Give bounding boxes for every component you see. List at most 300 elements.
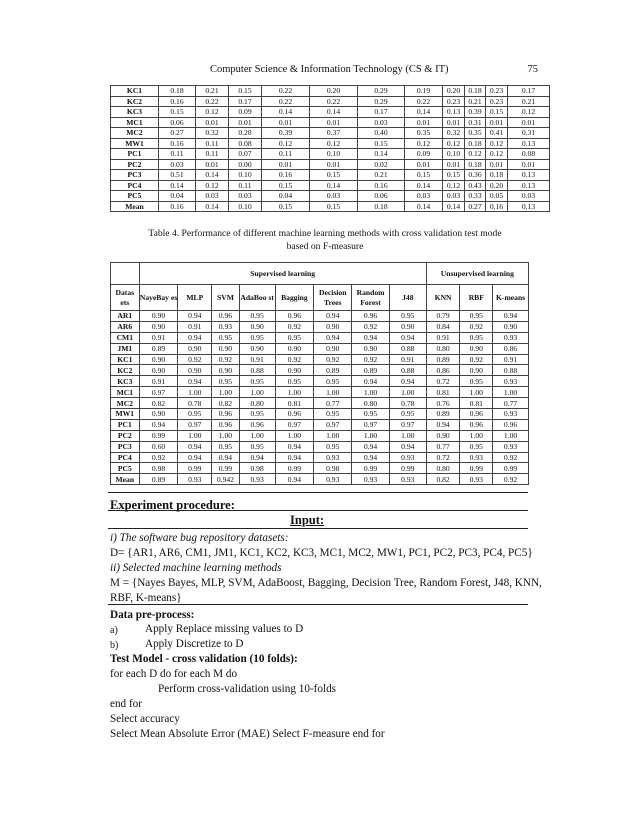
table-cell: 0.88: [493, 365, 529, 376]
step-b: Apply Discretize to D: [145, 638, 244, 650]
table-cell: 0.13: [443, 107, 465, 118]
row-label: KC2: [111, 96, 159, 107]
table-cell: 0.91: [139, 332, 178, 343]
table-cell: 0.28: [229, 128, 262, 139]
table-cell: 0.80: [239, 398, 275, 409]
table-cell: 0.90: [352, 343, 390, 354]
table-row: [111, 398, 529, 409]
table-cell: 0.96: [493, 419, 529, 430]
table-cell: 0.13: [508, 201, 550, 212]
table-cell: 0.93: [493, 376, 529, 387]
table-cell: 0.13: [508, 180, 550, 191]
table-cell: 0.31: [465, 117, 486, 128]
table-cell: 0.35: [465, 128, 486, 139]
table-cell: 0.97: [352, 419, 390, 430]
table-cell: 0.18: [465, 159, 486, 170]
row-label: KC1: [111, 86, 159, 97]
table-cell: 0.27: [465, 201, 486, 212]
row-label: AR6: [111, 321, 140, 332]
table-cell: 0.01: [443, 117, 465, 128]
table-cell: 0.90: [493, 321, 529, 332]
table-cell: 0.94: [314, 311, 352, 322]
table-cell: 0.03: [310, 191, 358, 202]
row-label: MW1: [111, 409, 140, 420]
table-cell: 1.00: [389, 387, 426, 398]
table-cell: 0.93: [493, 409, 529, 420]
table-cell: 0.07: [229, 149, 262, 160]
table-cell: 0.94: [178, 311, 212, 322]
row-label: PC2: [111, 159, 159, 170]
table-cell: 0.60: [139, 441, 178, 452]
table-cell: 0.90: [314, 343, 352, 354]
table-cell: 0.15: [262, 180, 310, 191]
table-cell: 0.94: [314, 332, 352, 343]
table-cell: 1.00: [493, 387, 529, 398]
table-cell: 0.03: [159, 159, 196, 170]
table-cell: 0.93: [352, 474, 390, 485]
table-cell: 0.90: [314, 321, 352, 332]
table-cell: 0.20: [486, 180, 508, 191]
table-cell: 0.12: [405, 138, 443, 149]
table-cell: 0.95: [212, 441, 240, 452]
table-cell: 0.11: [196, 149, 229, 160]
table-cell: 0.01: [196, 159, 229, 170]
table-cell: 0.94: [352, 441, 390, 452]
test-model-title: Test Model - cross validation (10 folds):: [110, 653, 298, 665]
table-cell: 0.20: [310, 86, 358, 97]
section-rule: [108, 604, 528, 605]
table-cell: 0.15: [405, 170, 443, 181]
table-cell: 0.90: [139, 321, 178, 332]
table-cell: 0.95: [314, 441, 352, 452]
table-cell: 0.95: [178, 409, 212, 420]
table-cell: 0.14: [358, 149, 405, 160]
table-row: [111, 430, 529, 441]
row-label: PC3: [111, 441, 140, 452]
table-cell: 0.97: [389, 419, 426, 430]
table-cell: 0.17: [358, 107, 405, 118]
table-cell: 0.14: [405, 107, 443, 118]
table-cell: 0.01: [405, 159, 443, 170]
section-rule: [108, 528, 528, 529]
table-cell: 0.92: [212, 354, 240, 365]
table-cell: 0.94: [275, 452, 314, 463]
table-cell: 0.90: [460, 365, 493, 376]
table-cell: 0.16: [262, 170, 310, 181]
table-cell: 0.81: [275, 398, 314, 409]
table-cell: 0.03: [358, 117, 405, 128]
table-cell: 0.90: [389, 321, 426, 332]
table-cell: 0.37: [310, 128, 358, 139]
row-label: MC1: [111, 117, 159, 128]
table-cell: 0.22: [262, 86, 310, 97]
loop-line: for each D do for each M do: [110, 668, 238, 680]
table-cell: 0.93: [389, 474, 426, 485]
table-cell: 0.03: [405, 191, 443, 202]
table-cell: 0.93: [493, 441, 529, 452]
table-cell: 0.95: [460, 376, 493, 387]
table-cell: 0.94: [178, 452, 212, 463]
table-cell: 0.90: [178, 365, 212, 376]
table-cell: 0.89: [426, 409, 460, 420]
row-label: KC3: [111, 107, 159, 118]
table-cell: 0.94: [178, 332, 212, 343]
table-cell: 0.90: [426, 430, 460, 441]
table-cell: 0.93: [389, 452, 426, 463]
row-label: PC4: [111, 452, 140, 463]
row-label: PC3: [111, 170, 159, 181]
table-cell: 0.92: [352, 321, 390, 332]
table-cell: 0.36: [465, 170, 486, 181]
table-row: [111, 159, 550, 170]
table-cell: 0.76: [426, 398, 460, 409]
table-cell: 0.03: [196, 191, 229, 202]
step-a-label: a): [110, 625, 118, 636]
table-cell: 0.12: [443, 138, 465, 149]
table-cell: 0.12: [262, 138, 310, 149]
table-cell: 0.51: [159, 170, 196, 181]
table-cell: 0.29: [358, 96, 405, 107]
table-cell: 0.10: [229, 170, 262, 181]
table-cell: 0.96: [212, 419, 240, 430]
table-cell: 0.96: [275, 409, 314, 420]
section-rule: [108, 492, 528, 493]
table-cell: 0.93: [178, 474, 212, 485]
table-row: [111, 332, 529, 343]
group-header-unsupervised: Unsupervised learning: [426, 263, 528, 285]
table-cell: 0.94: [275, 474, 314, 485]
table-cell: 0.21: [508, 96, 550, 107]
table-cell: 0.95: [460, 332, 493, 343]
methods-heading: ii) Selected machine learning methods: [110, 562, 282, 574]
table-cell: 0.40: [358, 128, 405, 139]
table-cell: 0.16: [358, 180, 405, 191]
table-cell: 1.00: [314, 387, 352, 398]
table-cell: 0.15: [229, 86, 262, 97]
table-cell: 0.23: [486, 96, 508, 107]
table-cell: 0.17: [229, 96, 262, 107]
table-cell: 0.08: [508, 149, 550, 160]
table-cell: 0.14: [262, 107, 310, 118]
table-cell: 0.12: [443, 180, 465, 191]
section-rule: [108, 510, 528, 511]
table-cell: 0.90: [212, 365, 240, 376]
table-row: [111, 311, 529, 322]
perform-line: Perform cross-validation using 10-folds: [158, 683, 337, 695]
table-row: [111, 343, 529, 354]
table-cell: 0.91: [493, 354, 529, 365]
column-header: Random Forest: [352, 285, 390, 311]
table-cell: 0.86: [493, 343, 529, 354]
table-cell: 0.14: [443, 201, 465, 212]
table-cell: 0.90: [139, 365, 178, 376]
table-cell: 0.15: [443, 170, 465, 181]
table-cell: 0.23: [486, 86, 508, 97]
table-row: [111, 474, 529, 485]
table-cell: 0.15: [310, 201, 358, 212]
table-cell: 0.14: [405, 180, 443, 191]
table-row: [111, 107, 550, 118]
row-label: AR1: [111, 311, 140, 322]
table-cell: 0.82: [426, 474, 460, 485]
table-cell: 0.01: [486, 159, 508, 170]
table-cell: 0.15: [159, 107, 196, 118]
table-cell: 0.01: [229, 117, 262, 128]
table-cell: 0.10: [229, 201, 262, 212]
row-label: MC2: [111, 128, 159, 139]
table-cell: 0.21: [358, 170, 405, 181]
table-cell: 0.93: [460, 452, 493, 463]
table-cell: 0.72: [426, 452, 460, 463]
table-cell: 0.99: [275, 463, 314, 474]
table-row: [111, 419, 529, 430]
table-cell: 0.90: [139, 409, 178, 420]
table-cell: 0.35: [405, 128, 443, 139]
table-cell: 0.11: [262, 149, 310, 160]
select-accuracy-line: Select accuracy: [110, 713, 180, 725]
table-cell: 0.14: [159, 180, 196, 191]
table-cell: 0.93: [314, 452, 352, 463]
table-cell: 0.92: [493, 452, 529, 463]
row-label: Mean: [111, 201, 159, 212]
table-cell: 0.22: [262, 96, 310, 107]
table-cell: 0.95: [239, 332, 275, 343]
table-cell: 0.03: [508, 191, 550, 202]
table-cell: 0.01: [196, 117, 229, 128]
column-header: NayeBay es: [139, 285, 178, 311]
input-title: Input:: [290, 513, 325, 527]
table-cell: 0.92: [275, 354, 314, 365]
table-cell: 0.77: [493, 398, 529, 409]
table-cell: 0.20: [443, 86, 465, 97]
table-cell: 0.14: [405, 201, 443, 212]
table-cell: 1.00: [389, 430, 426, 441]
table-cell: 0.88: [239, 365, 275, 376]
table-cell: 0.23: [443, 96, 465, 107]
table-cell: 0.96: [352, 311, 390, 322]
table-cell: 0.77: [426, 441, 460, 452]
table-cell: 0.11: [229, 180, 262, 191]
table-cell: 0.91: [426, 332, 460, 343]
table-cell: 0.94: [389, 376, 426, 387]
table-cell: 0.17: [508, 86, 550, 97]
table-cell: 0.09: [405, 149, 443, 160]
datasets-list: D= {AR1, AR6, CM1, JM1, KC1, KC2, KC3, MC1, MC2, MW1, PC1, PC2, PC3, PC4, PC5}: [110, 547, 533, 559]
table-cell: 0.12: [486, 149, 508, 160]
row-label: PC2: [111, 430, 140, 441]
table-cell: 0.92: [139, 452, 178, 463]
table-row: [111, 117, 550, 128]
column-header: Datas ets: [111, 285, 140, 311]
row-label: PC1: [111, 419, 140, 430]
table-cell: 0.96: [460, 409, 493, 420]
row-label: KC3: [111, 376, 140, 387]
table-cell: 0.90: [275, 343, 314, 354]
table-cell: 0.95: [314, 376, 352, 387]
table-cell: 0.12: [465, 149, 486, 160]
table-cell: 0.97: [139, 387, 178, 398]
table-cell: 0.90: [460, 343, 493, 354]
table-cell: 0.12: [486, 138, 508, 149]
experiment-procedure-title: Experiment procedure:: [110, 498, 235, 512]
table-cell: 0.01: [405, 117, 443, 128]
table-cell: 0.96: [460, 419, 493, 430]
table-cell: 0.95: [239, 376, 275, 387]
table-cell: 0.95: [352, 409, 390, 420]
table-cell: 0.03: [229, 191, 262, 202]
column-header: J48: [389, 285, 426, 311]
table-row: [111, 170, 550, 181]
table-cell: 0.82: [212, 398, 240, 409]
table-row: [111, 191, 550, 202]
table-cell: 0.03: [443, 191, 465, 202]
table-cell: 0.15: [358, 138, 405, 149]
table-row: [111, 452, 529, 463]
table-cell: 0.39: [465, 107, 486, 118]
table-cell: 0.96: [275, 311, 314, 322]
table-cell: 0.21: [465, 96, 486, 107]
table-cell: 0.89: [139, 474, 178, 485]
group-header-supervised: Supervised learning: [139, 263, 426, 285]
row-label: MC1: [111, 387, 140, 398]
table-cell: 1.00: [212, 430, 240, 441]
page-number: 75: [527, 64, 538, 75]
table-cell: 1.00: [239, 430, 275, 441]
table-cell: 0.97: [314, 419, 352, 430]
table-cell: 1.00: [239, 387, 275, 398]
table-cell: 0.79: [426, 311, 460, 322]
table-cell: 0.13: [508, 170, 550, 181]
table-top-continuation: [110, 85, 550, 212]
table-cell: 0.99: [212, 463, 240, 474]
table-cell: 0.95: [389, 409, 426, 420]
table4-caption: Table 4. Performance of different machine learning methods with cross validation test mode based on F-measure: [148, 228, 502, 252]
table-cell: 0.94: [239, 452, 275, 463]
table-cell: 0.97: [178, 419, 212, 430]
table-cell: 0.98: [314, 463, 352, 474]
table-cell: 1.00: [460, 430, 493, 441]
table-cell: 1.00: [493, 430, 529, 441]
table-cell: 0.92: [460, 354, 493, 365]
table-cell: 0.10: [443, 149, 465, 160]
table-cell: 0.43: [465, 180, 486, 191]
table-row: [111, 128, 550, 139]
column-header: K-means: [493, 285, 529, 311]
table-cell: 0.78: [389, 398, 426, 409]
table-cell: 0.98: [239, 463, 275, 474]
table-cell: 0.93: [212, 321, 240, 332]
table-cell: 0.01: [262, 117, 310, 128]
table-cell: 0.02: [358, 159, 405, 170]
table-cell: 0.98: [139, 463, 178, 474]
table-cell: 0.94: [352, 332, 390, 343]
table-row: [111, 354, 529, 365]
table-cell: 0.92: [460, 321, 493, 332]
table-cell: 0.33: [465, 191, 486, 202]
table-cell: 0.92: [275, 321, 314, 332]
table-cell: 0.99: [493, 463, 529, 474]
table-cell: 0.94: [139, 419, 178, 430]
table-cell: 0.01: [262, 159, 310, 170]
table-cell: 1.00: [314, 430, 352, 441]
row-label: MW1: [111, 138, 159, 149]
table-cell: 0.18: [465, 86, 486, 97]
table-cell: 1.00: [212, 387, 240, 398]
table-cell: 0.94: [426, 419, 460, 430]
column-header: RBF: [460, 285, 493, 311]
methods-list-line1: M = {Nayes Bayes, MLP, SVM, AdaBoost, Bagging, Decision Tree, Random Forest, J48, KNN,: [110, 577, 542, 589]
table-cell: 0.04: [159, 191, 196, 202]
datasets-heading: i) The software bug repository datasets:: [110, 532, 289, 544]
table-cell: 1.00: [352, 387, 390, 398]
column-header: KNN: [426, 285, 460, 311]
methods-list-line2: RBF, K-means}: [110, 592, 182, 604]
table-cell: 0.95: [212, 376, 240, 387]
table-cell: 0.99: [178, 463, 212, 474]
table-cell: 0.99: [139, 430, 178, 441]
column-header: AdaBoo st: [239, 285, 275, 311]
table-cell: 0.86: [426, 365, 460, 376]
table-cell: 0.94: [352, 376, 390, 387]
table-cell: 0.92: [493, 474, 529, 485]
column-header: SVM: [212, 285, 240, 311]
table-cell: 0.88: [389, 365, 426, 376]
table-cell: 0.12: [508, 107, 550, 118]
table-cell: 0.12: [310, 138, 358, 149]
table-cell: 0.96: [212, 311, 240, 322]
table-row: [111, 201, 550, 212]
table-cell: 0.19: [405, 86, 443, 97]
table-cell: 1.00: [275, 387, 314, 398]
table-cell: 0.01: [508, 159, 550, 170]
table-cell: 0.29: [358, 86, 405, 97]
step-b-label: b): [110, 640, 119, 651]
table-cell: 0.99: [389, 463, 426, 474]
table-cell: 0.14: [196, 170, 229, 181]
table-cell: 0.89: [139, 343, 178, 354]
table-cell: 0.91: [178, 321, 212, 332]
table-cell: 0.22: [310, 96, 358, 107]
table-cell: 0.942: [212, 474, 240, 485]
table-cell: 0.89: [352, 365, 390, 376]
table-cell: 0.22: [196, 96, 229, 107]
table-row: [111, 387, 529, 398]
table-cell: 0.14: [310, 107, 358, 118]
end-for-line: end for: [110, 698, 142, 710]
table-cell: 0.96: [212, 409, 240, 420]
table-cell: 0.92: [352, 354, 390, 365]
table-cell: 0.84: [426, 321, 460, 332]
row-label: PC5: [111, 191, 159, 202]
table-cell: 0.22: [405, 96, 443, 107]
journal-title: Computer Science & Information Technology (CS & IT): [210, 64, 449, 75]
table-cell: 0.95: [275, 332, 314, 343]
table-cell: 1.00: [178, 430, 212, 441]
table-cell: 0.80: [426, 343, 460, 354]
table-cell: 0.14: [310, 180, 358, 191]
table-cell: 0.09: [229, 107, 262, 118]
table-cell: 0.77: [314, 398, 352, 409]
table-cell: 0.90: [275, 365, 314, 376]
table-cell: 0.05: [486, 191, 508, 202]
table-cell: 0.92: [314, 354, 352, 365]
row-label: MC2: [111, 398, 140, 409]
table-cell: 0.94: [178, 441, 212, 452]
table-cell: 0.80: [426, 463, 460, 474]
table-cell: 0.90: [139, 354, 178, 365]
table-cell: 0.94: [352, 452, 390, 463]
column-header: MLP: [178, 285, 212, 311]
